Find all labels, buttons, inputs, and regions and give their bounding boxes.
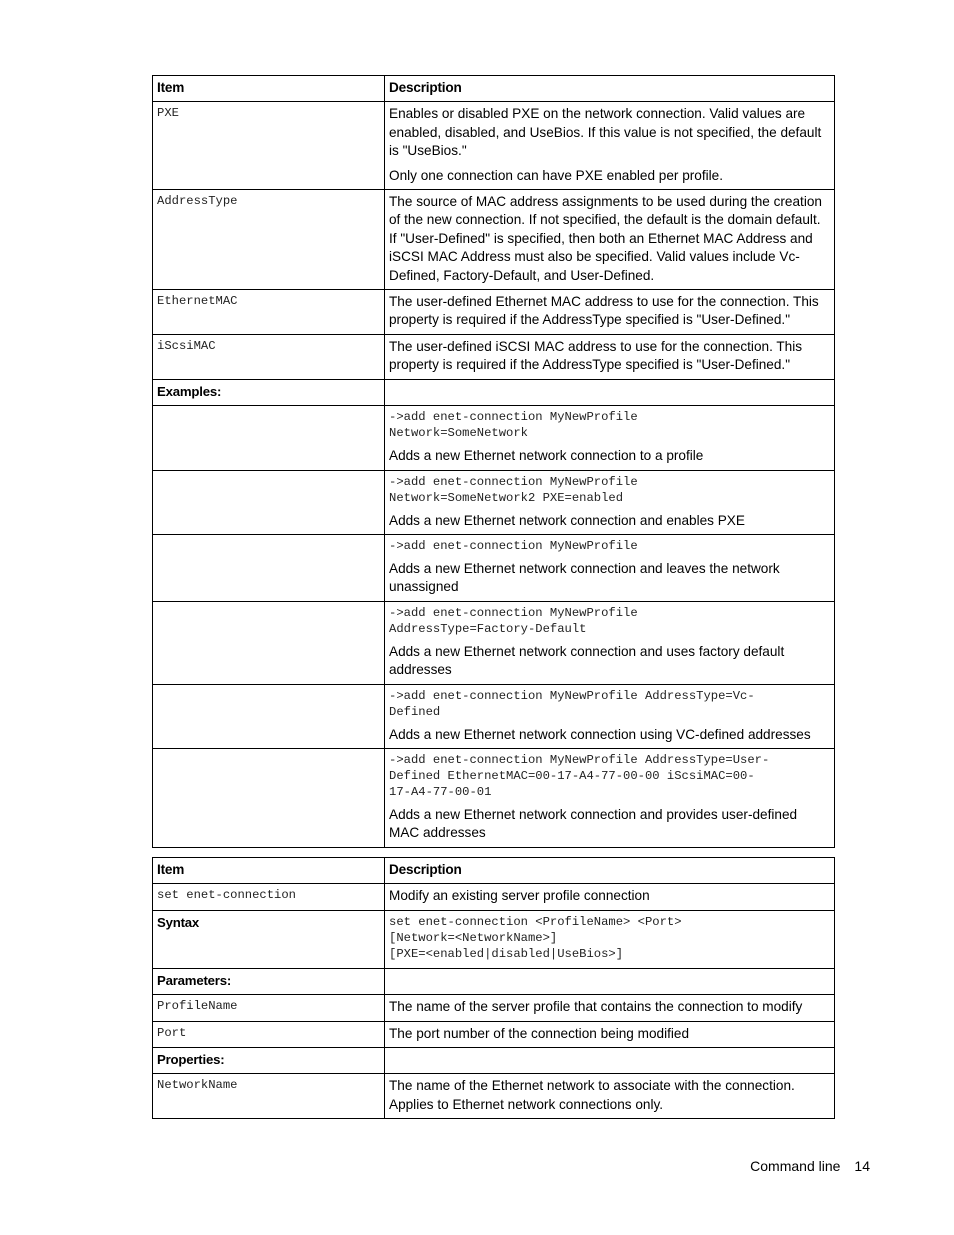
example-code: ->add enet-connection MyNewProfile Network=SomeNetwork2 PXE=enabled	[389, 474, 638, 505]
empty-cell	[153, 534, 385, 601]
table-row	[153, 1021, 835, 1047]
example-text: Adds a new Ethernet network connection and uses factory default addresses	[389, 643, 785, 678]
property-name: NetworkName	[153, 1074, 385, 1119]
table-header-row	[153, 858, 835, 884]
table-row	[153, 190, 835, 290]
example-cell	[385, 748, 835, 847]
example-code: ->add enet-connection MyNewProfile	[389, 538, 638, 553]
row-description	[385, 334, 835, 379]
example-code: ->add enet-connection MyNewProfile Network=SomeNetwork	[389, 410, 638, 441]
command-row	[153, 884, 835, 910]
row-description	[385, 190, 835, 290]
example-row	[153, 470, 835, 534]
parameters-label: Parameters:	[153, 968, 385, 994]
example-text: Adds a new Ethernet network connection and provides user-defined MAC addresses	[389, 806, 798, 841]
row-item: AddressType	[153, 190, 385, 290]
row-item: PXE	[153, 102, 385, 190]
example-row	[153, 748, 835, 847]
page-footer	[750, 1158, 870, 1174]
syntax-label: Syntax	[153, 910, 385, 968]
description-text: Enables or disabled PXE on the network connection. Valid values are enabled, disabled, and UseBios. If this value is not specified, the default is "UseBios."	[389, 106, 822, 159]
example-cell	[385, 406, 835, 470]
header-item: Item	[153, 76, 385, 102]
table-row	[153, 334, 835, 379]
syntax-code: set enet-connection <ProfileName> <Port> [Network=<NetworkName>] [PXE=<enabled|disabled|UseBios>]	[389, 914, 682, 961]
parameters-label-row	[153, 968, 835, 994]
syntax-cell	[385, 910, 835, 968]
example-text: Adds a new Ethernet network connection and enables PXE	[389, 512, 745, 528]
description-text: Only one connection can have PXE enabled per profile.	[389, 167, 724, 183]
example-row	[153, 684, 835, 748]
header-description: Description	[385, 858, 835, 884]
empty-cell	[385, 968, 835, 994]
empty-cell	[153, 748, 385, 847]
properties-label-row	[153, 1048, 835, 1074]
example-row	[153, 534, 835, 601]
description-text: The user-defined Ethernet MAC address to use for the connection. This property is required if the AddressType specified is "User-Defined."	[389, 294, 819, 328]
table-row	[153, 290, 835, 335]
example-cell	[385, 601, 835, 684]
example-code: ->add enet-connection MyNewProfile AddressType=Factory-Default	[389, 605, 638, 636]
example-text: Adds a new Ethernet network connection to a profile	[389, 448, 704, 464]
example-cell	[385, 534, 835, 601]
command-description: Modify an existing server profile connection	[385, 884, 835, 910]
properties-table	[152, 75, 835, 848]
header-description: Description	[385, 76, 835, 102]
empty-cell	[153, 470, 385, 534]
row-description	[385, 102, 835, 190]
example-row	[153, 601, 835, 684]
empty-cell	[385, 1048, 835, 1074]
properties-label: Properties:	[153, 1048, 385, 1074]
example-cell	[385, 470, 835, 534]
parameter-description: The name of the server profile that contains the connection to modify	[385, 995, 835, 1021]
examples-label-row	[153, 379, 835, 405]
table-header-row	[153, 76, 835, 102]
example-text: Adds a new Ethernet network connection and leaves the network unassigned	[389, 560, 780, 595]
empty-cell	[153, 684, 385, 748]
example-row	[153, 406, 835, 470]
parameter-description: The port number of the connection being modified	[385, 1021, 835, 1047]
table-row	[153, 995, 835, 1021]
examples-label: Examples:	[153, 379, 385, 405]
empty-cell	[153, 601, 385, 684]
command-name: set enet-connection	[153, 884, 385, 910]
table-row	[153, 1074, 835, 1119]
row-item: iScsiMAC	[153, 334, 385, 379]
description-text: The user-defined iSCSI MAC address to use for the connection. This property is required if the AddressType specified is "User-Defined."	[389, 338, 803, 373]
syntax-row	[153, 910, 835, 968]
example-code: ->add enet-connection MyNewProfile AddressType=Vc- Defined	[389, 688, 755, 719]
header-item: Item	[153, 858, 385, 884]
row-description	[385, 290, 835, 335]
empty-cell	[385, 379, 835, 405]
property-description: The name of the Ethernet network to associate with the connection. Applies to Ethernet network connections only.	[385, 1074, 835, 1119]
example-text: Adds a new Ethernet network connection using VC-defined addresses	[389, 726, 811, 742]
description-text: The source of MAC address assignments to be used during the creation of the new connection. If not specified, the default is the domain default. If "User-Defined" is specified, then both an Ethernet MAC Address and iSCSI MAC Address must also be specified. Valid values include Vc-Defined, Factory-Default, and User-Defined.	[389, 194, 822, 283]
parameter-name: Port	[153, 1021, 385, 1047]
command-table	[152, 857, 835, 1119]
page-number: 14	[854, 1158, 870, 1174]
parameter-name: ProfileName	[153, 995, 385, 1021]
row-item: EthernetMAC	[153, 290, 385, 335]
table-row	[153, 102, 835, 190]
example-code: ->add enet-connection MyNewProfile AddressType=User- Defined EthernetMAC=00-17-A4-77-00-00 iScsiMAC=00- 17-A4-77-00-01	[389, 752, 770, 799]
example-cell	[385, 684, 835, 748]
footer-section: Command line	[750, 1158, 841, 1174]
empty-cell	[153, 406, 385, 470]
